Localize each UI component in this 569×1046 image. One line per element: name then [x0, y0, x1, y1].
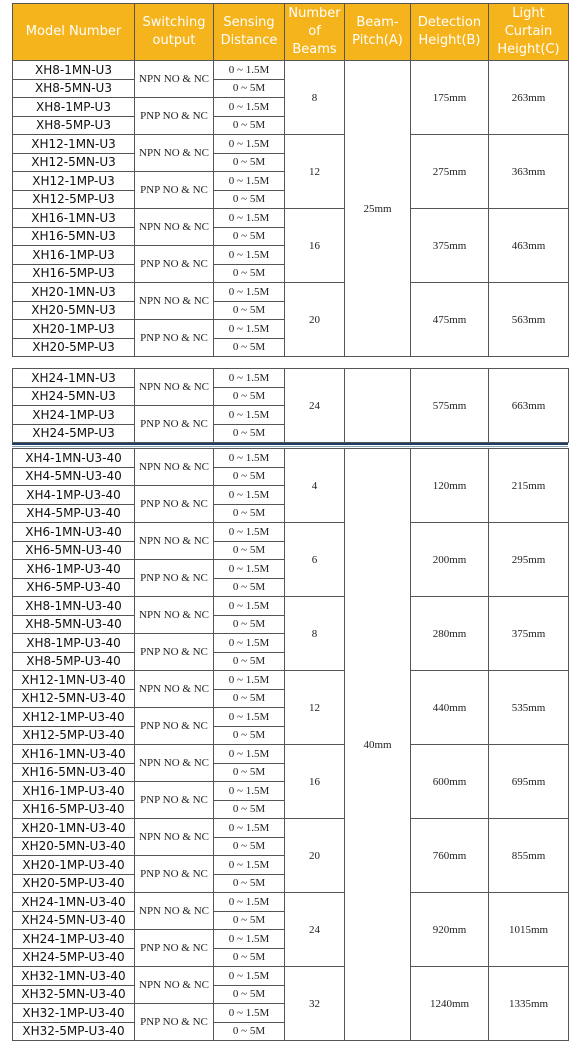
curtain-height-cell: 463mm	[489, 209, 569, 283]
sensing-distance-cell: 0 ~ 1.5M	[214, 369, 285, 388]
model-number-cell: XH4-5MN-U3-40	[13, 467, 135, 486]
beam-count-cell: 16	[285, 745, 345, 819]
switching-output-cell: NPN NO & NC	[135, 209, 214, 246]
model-number-cell: XH6-5MP-U3-40	[13, 578, 135, 597]
sensing-distance-cell: 0 ~ 1.5M	[214, 856, 285, 875]
model-number-cell: XH16-5MP-U3-40	[13, 800, 135, 819]
switching-output-cell: NPN NO & NC	[135, 369, 214, 406]
sensing-distance-cell: 0 ~ 1.5M	[214, 819, 285, 838]
model-number-cell: XH12-5MN-U3-40	[13, 689, 135, 708]
model-number-cell: XH6-1MP-U3-40	[13, 560, 135, 579]
model-number-cell: XH12-5MP-U3	[13, 190, 135, 209]
header-sensing-distance: Sensing Distance	[214, 4, 285, 61]
sensing-distance-cell: 0 ~ 1.5M	[214, 1004, 285, 1023]
sensing-distance-cell: 0 ~ 5M	[214, 874, 285, 893]
sensing-distance-cell: 0 ~ 5M	[214, 837, 285, 856]
sensing-distance-cell: 0 ~ 5M	[214, 190, 285, 209]
model-number-cell: XH20-1MP-U3-40	[13, 856, 135, 875]
detection-height-cell: 475mm	[411, 283, 489, 357]
model-number-cell: XH8-1MP-U3-40	[13, 634, 135, 653]
sensing-distance-cell: 0 ~ 5M	[214, 153, 285, 172]
curtain-height-cell: 215mm	[489, 449, 569, 523]
sensing-distance-cell: 0 ~ 1.5M	[214, 135, 285, 154]
switching-output-cell: NPN NO & NC	[135, 893, 214, 930]
beam-count-cell: 8	[285, 61, 345, 135]
sensing-distance-cell: 0 ~ 1.5M	[214, 745, 285, 764]
model-number-cell: XH6-5MN-U3-40	[13, 541, 135, 560]
model-number-cell: XH32-1MN-U3-40	[13, 967, 135, 986]
model-number-cell: XH16-5MP-U3	[13, 264, 135, 283]
sensing-distance-cell: 0 ~ 1.5M	[214, 320, 285, 339]
sensing-distance-cell: 0 ~ 5M	[214, 578, 285, 597]
sensing-distance-cell: 0 ~ 1.5M	[214, 449, 285, 468]
header-detection-height: Detection Height(B)	[411, 4, 489, 61]
sensing-distance-cell: 0 ~ 1.5M	[214, 930, 285, 949]
model-number-cell: XH8-1MN-U3-40	[13, 597, 135, 616]
sensing-distance-cell: 0 ~ 5M	[214, 689, 285, 708]
sensing-distance-cell: 0 ~ 1.5M	[214, 283, 285, 302]
sensing-distance-cell: 0 ~ 5M	[214, 652, 285, 671]
model-number-cell: XH16-1MN-U3-40	[13, 745, 135, 764]
detection-height-cell: 600mm	[411, 745, 489, 819]
switching-output-cell: PNP NO & NC	[135, 246, 214, 283]
model-number-cell: XH24-1MN-U3-40	[13, 893, 135, 912]
table-row	[13, 745, 569, 764]
curtain-height-cell: 563mm	[489, 283, 569, 357]
model-number-cell: XH12-1MN-U3	[13, 135, 135, 154]
model-number-cell: XH4-5MP-U3-40	[13, 504, 135, 523]
switching-output-cell: NPN NO & NC	[135, 819, 214, 856]
sensing-distance-cell: 0 ~ 5M	[214, 301, 285, 320]
beam-count-cell: 12	[285, 135, 345, 209]
sensing-distance-cell: 0 ~ 5M	[214, 800, 285, 819]
sensing-distance-cell: 0 ~ 5M	[214, 79, 285, 98]
switching-output-cell: PNP NO & NC	[135, 320, 214, 357]
table-row	[13, 61, 569, 80]
sensing-distance-cell: 0 ~ 1.5M	[214, 893, 285, 912]
detection-height-cell: 375mm	[411, 209, 489, 283]
model-number-cell: XH16-5MN-U3	[13, 227, 135, 246]
sensing-distance-cell: 0 ~ 1.5M	[214, 671, 285, 690]
detection-height-cell: 1240mm	[411, 967, 489, 1041]
switching-output-cell: PNP NO & NC	[135, 930, 214, 967]
switching-output-cell: NPN NO & NC	[135, 283, 214, 320]
switching-output-cell: NPN NO & NC	[135, 523, 214, 560]
switching-output-cell: NPN NO & NC	[135, 135, 214, 172]
detection-height-cell: 175mm	[411, 61, 489, 135]
sensing-distance-cell: 0 ~ 5M	[214, 985, 285, 1004]
beam-count-cell: 24	[285, 369, 345, 443]
sensing-distance-cell: 0 ~ 5M	[214, 726, 285, 745]
curtain-height-cell: 375mm	[489, 597, 569, 671]
model-number-cell: XH12-5MP-U3-40	[13, 726, 135, 745]
curtain-height-cell: 1015mm	[489, 893, 569, 967]
model-number-cell: XH20-5MN-U3	[13, 301, 135, 320]
detection-height-cell: 275mm	[411, 135, 489, 209]
spec-table-40mm	[12, 448, 569, 1041]
section-divider-thin	[12, 446, 568, 447]
switching-output-cell: PNP NO & NC	[135, 634, 214, 671]
switching-output-cell: NPN NO & NC	[135, 449, 214, 486]
beam-pitch-cell: 40mm	[345, 449, 411, 1041]
sensing-distance-cell: 0 ~ 1.5M	[214, 782, 285, 801]
switching-output-cell: PNP NO & NC	[135, 1004, 214, 1041]
detection-height-cell: 920mm	[411, 893, 489, 967]
sensing-distance-cell: 0 ~ 1.5M	[214, 246, 285, 265]
detection-height-cell: 280mm	[411, 597, 489, 671]
sensing-distance-cell: 0 ~ 5M	[214, 615, 285, 634]
header-curtain-height: Light Curtain Height(C)	[489, 4, 569, 61]
sensing-distance-cell: 0 ~ 5M	[214, 116, 285, 135]
beam-count-cell: 16	[285, 209, 345, 283]
sensing-distance-cell: 0 ~ 1.5M	[214, 406, 285, 425]
sensing-distance-cell: 0 ~ 5M	[214, 948, 285, 967]
header-model-number: Model Number	[13, 4, 135, 61]
table-row	[13, 819, 569, 838]
table-row	[13, 283, 569, 302]
curtain-height-cell: 363mm	[489, 135, 569, 209]
model-number-cell: XH20-1MP-U3	[13, 320, 135, 339]
switching-output-cell: PNP NO & NC	[135, 406, 214, 443]
table-row	[13, 967, 569, 986]
sensing-distance-cell: 0 ~ 5M	[214, 467, 285, 486]
beam-count-cell: 8	[285, 597, 345, 671]
switching-output-cell: NPN NO & NC	[135, 597, 214, 634]
model-number-cell: XH16-1MP-U3	[13, 246, 135, 265]
switching-output-cell: PNP NO & NC	[135, 486, 214, 523]
model-number-cell: XH24-5MN-U3-40	[13, 911, 135, 930]
sensing-distance-cell: 0 ~ 5M	[214, 387, 285, 406]
header-number-of-beams: Number of Beams	[285, 4, 345, 61]
model-number-cell: XH8-5MN-U3-40	[13, 615, 135, 634]
sensing-distance-cell: 0 ~ 1.5M	[214, 98, 285, 117]
header-switching-output: Switching output	[135, 4, 214, 61]
model-number-cell: XH20-5MP-U3	[13, 338, 135, 357]
sensing-distance-cell: 0 ~ 5M	[214, 227, 285, 246]
sensing-distance-cell: 0 ~ 5M	[214, 338, 285, 357]
spec-table-25mm	[12, 60, 569, 357]
curtain-height-cell: 535mm	[489, 671, 569, 745]
sensing-distance-cell: 0 ~ 1.5M	[214, 634, 285, 653]
model-number-cell: XH24-5MP-U3	[13, 424, 135, 443]
model-number-cell: XH8-1MP-U3	[13, 98, 135, 117]
table-row	[13, 671, 569, 690]
switching-output-cell: PNP NO & NC	[135, 560, 214, 597]
curtain-height-cell: 263mm	[489, 61, 569, 135]
sensing-distance-cell: 0 ~ 1.5M	[214, 172, 285, 191]
detection-height-cell: 440mm	[411, 671, 489, 745]
sensing-distance-cell: 0 ~ 1.5M	[214, 708, 285, 727]
switching-output-cell: PNP NO & NC	[135, 98, 214, 135]
table-row	[13, 369, 569, 388]
sensing-distance-cell: 0 ~ 5M	[214, 504, 285, 523]
model-number-cell: XH20-1MN-U3-40	[13, 819, 135, 838]
model-number-cell: XH32-5MN-U3-40	[13, 985, 135, 1004]
beam-count-cell: 24	[285, 893, 345, 967]
switching-output-cell: PNP NO & NC	[135, 708, 214, 745]
table-row	[13, 893, 569, 912]
model-number-cell: XH20-5MN-U3-40	[13, 837, 135, 856]
model-number-cell: XH8-5MP-U3	[13, 116, 135, 135]
switching-output-cell: NPN NO & NC	[135, 671, 214, 708]
model-number-cell: XH12-1MN-U3-40	[13, 671, 135, 690]
model-number-cell: XH20-5MP-U3-40	[13, 874, 135, 893]
sensing-distance-cell: 0 ~ 1.5M	[214, 61, 285, 80]
model-number-cell: XH32-5MP-U3-40	[13, 1022, 135, 1041]
table-row	[13, 523, 569, 542]
sensing-distance-cell: 0 ~ 1.5M	[214, 486, 285, 505]
table-row	[13, 209, 569, 228]
table-row	[13, 597, 569, 616]
model-number-cell: XH4-1MP-U3-40	[13, 486, 135, 505]
model-number-cell: XH8-1MN-U3	[13, 61, 135, 80]
header-beam-pitch: Beam-Pitch(A)	[345, 4, 411, 61]
switching-output-cell: PNP NO & NC	[135, 172, 214, 209]
detection-height-cell: 575mm	[411, 369, 489, 443]
model-number-cell: XH16-5MN-U3-40	[13, 763, 135, 782]
section-divider	[12, 443, 568, 445]
switching-output-cell: NPN NO & NC	[135, 745, 214, 782]
sensing-distance-cell: 0 ~ 5M	[214, 1022, 285, 1041]
sensing-distance-cell: 0 ~ 5M	[214, 264, 285, 283]
beam-count-cell: 12	[285, 671, 345, 745]
model-number-cell: XH4-1MN-U3-40	[13, 449, 135, 468]
model-number-cell: XH24-5MN-U3	[13, 387, 135, 406]
sensing-distance-cell: 0 ~ 5M	[214, 911, 285, 930]
beam-pitch-cell: 25mm	[345, 61, 411, 357]
model-number-cell: XH24-1MN-U3	[13, 369, 135, 388]
beam-count-cell: 6	[285, 523, 345, 597]
table-row	[13, 135, 569, 154]
curtain-height-cell: 695mm	[489, 745, 569, 819]
sensing-distance-cell: 0 ~ 1.5M	[214, 523, 285, 542]
model-number-cell: XH12-1MP-U3-40	[13, 708, 135, 727]
sensing-distance-cell: 0 ~ 1.5M	[214, 967, 285, 986]
beam-count-cell: 32	[285, 967, 345, 1041]
model-number-cell: XH12-5MN-U3	[13, 153, 135, 172]
sensing-distance-cell: 0 ~ 1.5M	[214, 597, 285, 616]
sensing-distance-cell: 0 ~ 5M	[214, 424, 285, 443]
switching-output-cell: PNP NO & NC	[135, 782, 214, 819]
model-number-cell: XH12-1MP-U3	[13, 172, 135, 191]
sensing-distance-cell: 0 ~ 5M	[214, 541, 285, 560]
spec-table-24-beam	[12, 368, 569, 443]
detection-height-cell: 760mm	[411, 819, 489, 893]
switching-output-cell: PNP NO & NC	[135, 856, 214, 893]
beam-count-cell: 20	[285, 283, 345, 357]
switching-output-cell: NPN NO & NC	[135, 967, 214, 1004]
model-number-cell: XH24-1MP-U3-40	[13, 930, 135, 949]
spec-table-header	[12, 3, 569, 61]
curtain-height-cell: 1335mm	[489, 967, 569, 1041]
curtain-height-cell: 855mm	[489, 819, 569, 893]
sensing-distance-cell: 0 ~ 1.5M	[214, 209, 285, 228]
sensing-distance-cell: 0 ~ 1.5M	[214, 560, 285, 579]
table-row	[13, 449, 569, 468]
model-number-cell: XH32-1MP-U3-40	[13, 1004, 135, 1023]
sensing-distance-cell: 0 ~ 5M	[214, 763, 285, 782]
detection-height-cell: 200mm	[411, 523, 489, 597]
curtain-height-cell: 295mm	[489, 523, 569, 597]
model-number-cell: XH20-1MN-U3	[13, 283, 135, 302]
model-number-cell: XH24-5MP-U3-40	[13, 948, 135, 967]
beam-count-cell: 20	[285, 819, 345, 893]
model-number-cell: XH16-1MN-U3	[13, 209, 135, 228]
model-number-cell: XH6-1MN-U3-40	[13, 523, 135, 542]
beam-count-cell: 4	[285, 449, 345, 523]
detection-height-cell: 120mm	[411, 449, 489, 523]
model-number-cell: XH8-5MP-U3-40	[13, 652, 135, 671]
beam-pitch-cell	[345, 369, 411, 443]
model-number-cell: XH24-1MP-U3	[13, 406, 135, 425]
curtain-height-cell: 663mm	[489, 369, 569, 443]
model-number-cell: XH8-5MN-U3	[13, 79, 135, 98]
model-number-cell: XH16-1MP-U3-40	[13, 782, 135, 801]
switching-output-cell: NPN NO & NC	[135, 61, 214, 98]
